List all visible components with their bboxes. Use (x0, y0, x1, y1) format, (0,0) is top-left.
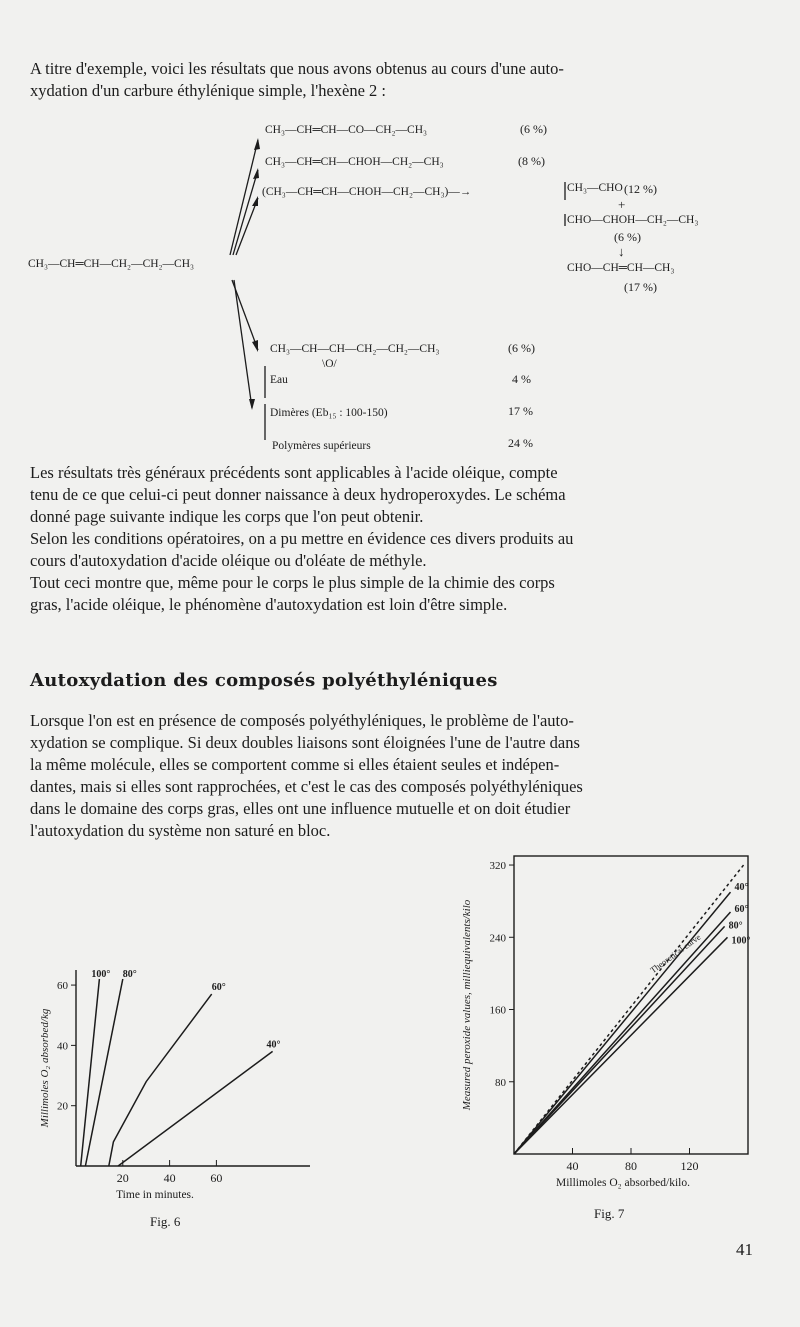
cleavage-percent-b: (6 %) (614, 230, 641, 244)
text-line: la même molécule, elles se comportent comme si elles étaient seules et indépen- (30, 755, 560, 774)
other-percent: 24 % (508, 436, 533, 450)
text-line: Tout ceci montre que, même pour le corps le plus simple de la chimie des corps (30, 573, 555, 592)
other-product: Eau (270, 374, 288, 386)
x-tick-label: 20 (116, 1171, 129, 1185)
series-line (514, 926, 725, 1154)
arrow-line (230, 140, 258, 255)
other-percent: 4 % (512, 372, 531, 386)
y-tick-label: 240 (489, 932, 506, 945)
x-tick-label: 40 (566, 1159, 579, 1173)
figure-6-chart (20, 950, 340, 1210)
x-axis-label: Millimoles O₂ absorbed/kilo. (555, 1177, 691, 1189)
other-percent: 17 % (508, 404, 533, 418)
arrow-head (254, 138, 260, 150)
results-paragraph (30, 462, 748, 616)
series-line (514, 912, 731, 1154)
series-label: 60° (734, 903, 749, 915)
other-product: Dimères (Eb₁₅ : 100-150) (270, 407, 388, 419)
down-arrow: ↓ (618, 244, 625, 259)
text-line: dans le domaine des corps gras, elles ont une influence mutuelle et on doit étudier (30, 799, 571, 818)
arrow-line (233, 170, 258, 255)
cleavage-product-a: CH₃—CHO (567, 182, 623, 194)
y-axis-label: Measured peroxide values, milliequivalents/kilo (461, 899, 473, 1111)
plus-sign: + (618, 197, 626, 212)
text-line: l'autoxydation du système non saturé en bloc. (30, 821, 331, 840)
figure-7-chart (450, 842, 770, 1222)
scheme-arrows (0, 0, 800, 470)
x-tick-label: 80 (625, 1159, 637, 1173)
product-formula: CH₃—CH═CH—CHOH—CH₂—CH₃ (265, 156, 444, 168)
arrow-head (253, 168, 259, 179)
text-line: gras, l'acide oléique, le phénomène d'autoxydation est loin d'être simple. (30, 595, 508, 614)
series-line (514, 892, 731, 1154)
section-heading: Autoxydation des composés polyéthyléniques (30, 670, 498, 691)
arrow-line (234, 280, 252, 408)
epoxide-formula: CH₃—CH—CH—CH₂—CH₂—CH₃ (270, 343, 440, 355)
product-percent: (6 %) (520, 122, 547, 136)
y-axis-label: Millimoles O₂ absorbed/kg (39, 1008, 51, 1128)
product-formula: CH₃—CH═CH—CO—CH₂—CH₃ (265, 124, 428, 136)
text-line: cours d'autoxydation d'acide oléique ou d'oléate de méthyle. (30, 551, 427, 570)
series-label: 40° (266, 1039, 281, 1051)
text-line: Lorsque l'on est en présence de composés polyéthyléniques, le problème de l'auto- (30, 711, 574, 730)
annotation-label: Theoretical curve (648, 931, 703, 976)
series-line (514, 865, 744, 1154)
cleavage-product-c: CHO—CH═CH—CH₃ (567, 262, 675, 274)
x-tick-label: 60 (210, 1171, 223, 1185)
y-tick-label: 320 (489, 860, 506, 873)
series-label: 100° (731, 935, 751, 947)
series-label: 60° (211, 982, 226, 994)
arrow-head (252, 196, 258, 206)
text-line: dantes, mais si elles sont rapprochées, et c'est le cas des composés polyéthyléniques (30, 777, 583, 796)
cleavage-percent-c: (17 %) (624, 280, 657, 294)
text-line: Selon les conditions opératoires, on a pu mettre en évidence ces divers produits au (30, 529, 574, 548)
product-formula: (CH₃—CH═CH—CHOH—CH₂—CH₃)—→ (262, 186, 472, 198)
series-line (514, 937, 728, 1154)
y-tick-label: 60 (57, 980, 68, 993)
series-line (109, 994, 212, 1166)
figure-6-caption: Fig. 6 (150, 1214, 181, 1229)
text-line: xydation d'un carbure éthylénique simple, l'hexène 2 : (30, 81, 387, 100)
reactant-formula: CH₃—CH═CH—CH₂—CH₂—CH₃ (28, 258, 195, 270)
cleavage-percent-a: (12 %) (624, 182, 657, 196)
series-label: 80° (728, 920, 743, 932)
x-tick-label: 120 (680, 1159, 699, 1173)
series-line (85, 979, 122, 1166)
arrow-head (252, 340, 258, 352)
page-number: 41 (736, 1240, 753, 1259)
series-line (118, 1051, 273, 1166)
product-percent: (8 %) (518, 154, 545, 168)
text-line: A titre d'exemple, voici les résultats que nous avons obtenus au cours d'une auto- (30, 59, 564, 78)
other-product: Polymères supérieurs (272, 440, 371, 452)
y-tick-label: 80 (495, 1076, 506, 1089)
series-line (81, 979, 100, 1166)
series-label: 100° (91, 969, 111, 981)
y-tick-label: 40 (57, 1040, 68, 1053)
y-tick-label: 20 (57, 1100, 68, 1113)
x-tick-label: 40 (163, 1171, 176, 1185)
epoxide-bridge: \O/ (322, 358, 337, 370)
cleavage-product-b: CHO—CHOH—CH₂—CH₃ (567, 214, 699, 226)
series-label: 40° (734, 882, 749, 894)
text-line: donné page suivante indique les corps que l'on peut obtenir. (30, 507, 424, 526)
text-line: Les résultats très généraux précédents sont applicables à l'acide oléique, compte (30, 463, 558, 482)
series-label: 80° (122, 969, 137, 981)
text-line: xydation se complique. Si deux doubles liaisons sont éloignées l'une de l'autre dans (30, 733, 580, 752)
figure-7-caption: Fig. 7 (594, 1206, 625, 1221)
polyethylenic-paragraph (30, 710, 748, 842)
text-line: tenu de ce que celui-ci peut donner naissance à deux hydroperoxydes. Le schéma (30, 485, 566, 504)
epoxide-percent: (6 %) (508, 341, 535, 355)
x-axis-label: Time in minutes. (116, 1189, 194, 1201)
arrow-head (249, 399, 255, 410)
y-tick-label: 160 (489, 1004, 506, 1017)
